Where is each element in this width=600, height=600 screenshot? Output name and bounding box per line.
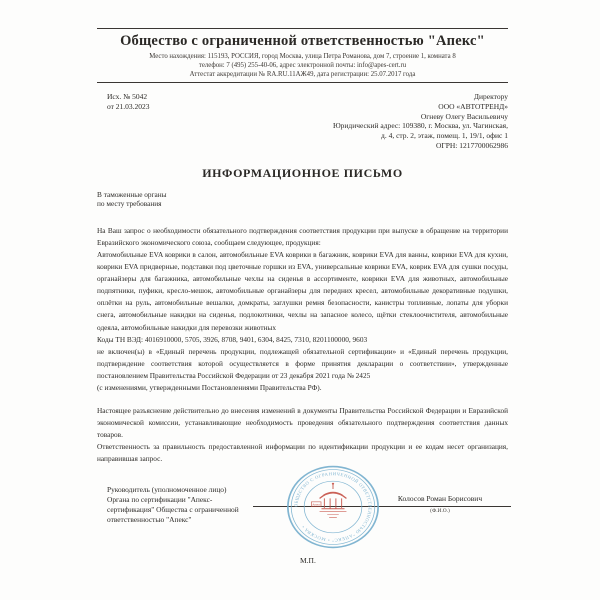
outgoing-date: от 21.03.2023 — [107, 102, 150, 111]
org-accreditation-line: Аттестат аккредитации № RA.RU.11АЖ49, дата регистрации: 25.07.2017 года — [189, 71, 416, 78]
customs-note — [97, 190, 508, 209]
addressee-ogrn: ОГРН: 1217700062986 — [435, 140, 508, 150]
signer-title-line-4: ответственностью "Апекс" — [107, 514, 192, 524]
letterhead — [97, 28, 508, 83]
letter-body-closing — [97, 405, 508, 465]
customs-note-line-2: по месту требования — [97, 199, 162, 209]
signature-section — [97, 472, 508, 590]
document-title: ИНФОРМАЦИОННОЕ ПИСЬМО — [202, 165, 403, 180]
body-not-included: не включен(ы) в «Единый перечень продукции, подлежащей обязательной сертификации» и «Единый перечень продукции, подтверждение соответствия которой осуществляется в форме принятия декларации о соответствии», утвержденные постановлением Правительства Российской Федерации от 23 декабря 2021 года № 2425 — [97, 346, 508, 380]
addressee-legal-address-1: Юридический адрес: 109380, г. Москва, ул. Чагинская, — [332, 121, 508, 131]
stamp-emblem-icon — [311, 482, 346, 517]
addressee-person: Огневу Олегу Васильевичу — [420, 111, 508, 121]
signer-name: Колосов Роман Борисович — [397, 493, 483, 503]
addressee-role: Директору — [473, 92, 508, 101]
letter-body — [97, 225, 508, 394]
outgoing-reference — [97, 92, 150, 151]
body-amendments: (с изменениями, утвержденными Постановлениями Правительства РФ). — [97, 383, 322, 392]
addressee-company: ООО «АВТОТРЕНД» — [438, 101, 508, 111]
body-product-list: Автомобильные EVA коврики в салон, автомобильные EVA коврики в багажник, коврики EVA для ванны, коврики EVA для кухни, коврики EVA придверные, подставки под цветочные горшки из EVA, универсальные коврики EVA, коврик EVA для сушки посуды, органайзеры для багажника, автомобильные чехлы на сиденья в ассортименте, коврики EVA для животных, автомобильные подпятники, пуфики, кресло-мешок, автомобильные органайзеры для передних кресел, автомобильные декоративные подушки, оплётки на руль, автомобильные вешалки, домкраты, заглушки ремня безопасности, канистры топливные, лопаты для уборки снега, автомобильные накидки на сиденья, подлокотники, чехлы на запасное колесо, щётки стеклоочистителя, автомобильные одеяла, автомобильные накидки для перевозки животных — [97, 249, 508, 332]
stamp-place-mark: М.П. — [300, 555, 316, 565]
body-paragraph-responsibility: Ответственность за правильность предоставленной информации по идентификации продукции и ее кодам несет организация, направившая запрос. — [97, 442, 508, 464]
body-codes-line: Коды ТН ВЭД: 4016910000, 5705, 3926, 8708, 9401, 6304, 8425, 7310, 8201100000, 9603 — [97, 334, 368, 344]
round-stamp — [285, 464, 381, 550]
signer-title-line-3: сертификация" Общества с ограниченной — [107, 504, 239, 514]
signer-name-caption: (Ф.И.О.) — [430, 507, 450, 514]
outgoing-number: Исх. № 5042 — [107, 92, 148, 101]
body-paragraph-request: На Ваш запрос о необходимости обязательного подтверждения соответствия продукции при выпуске в обращение на территории Евразийского экономического союза, сообщаем следующее, продукция: — [97, 225, 508, 247]
stamp-icon — [285, 464, 381, 550]
stamp-ring-text: ОБЩЕСТВО С ОГРАНИЧЕННОЙ ОТВЕТСТВЕННОСТЬЮ "АПЕКС" • МОСКВА • — [293, 470, 373, 543]
org-address-line: Место нахождения: 115193, РОССИЯ, город Москва, улица Петра Романова, дом 7, строение 1, комната 8 — [149, 53, 456, 60]
signer-title-block — [107, 485, 302, 525]
svg-text:ОБЩЕСТВО С ОГРАНИЧЕННОЙ ОТВЕТС — [293, 471, 373, 542]
signer-title-line-2: Органа по сертификации "Апекс- — [107, 494, 213, 504]
letterhead-bottom-rule — [97, 82, 508, 83]
letterhead-top-rule — [97, 28, 508, 29]
body-paragraph-validity: Настоящее разъяснение действительно до внесения изменений в документы Правительства Российской Федерации и Евразийской экономической комиссии, устанавливающие необходимость проведения обязательного подтверждения соответствия данных товаров. — [97, 406, 508, 440]
org-name: Общество с ограниченной ответственностью "Апекс" — [120, 33, 485, 49]
org-details — [97, 52, 508, 79]
signer-title-line-1: Руководитель (уполномоченное лицо) — [107, 484, 227, 494]
org-contact-line: телефон: 7 (495) 255-40-06, адрес электронной почты: info@apes-cert.ru — [198, 62, 407, 69]
customs-note-line-1: В таможенные органы — [97, 189, 167, 199]
addressee-legal-address-2: д. 4, стр. 2, этаж, помещ. 1, 19/1, офис 1 — [381, 131, 508, 141]
addressee-block — [333, 92, 508, 151]
stamp-center-text: Апекс — [312, 502, 321, 507]
reference-row — [97, 92, 508, 151]
